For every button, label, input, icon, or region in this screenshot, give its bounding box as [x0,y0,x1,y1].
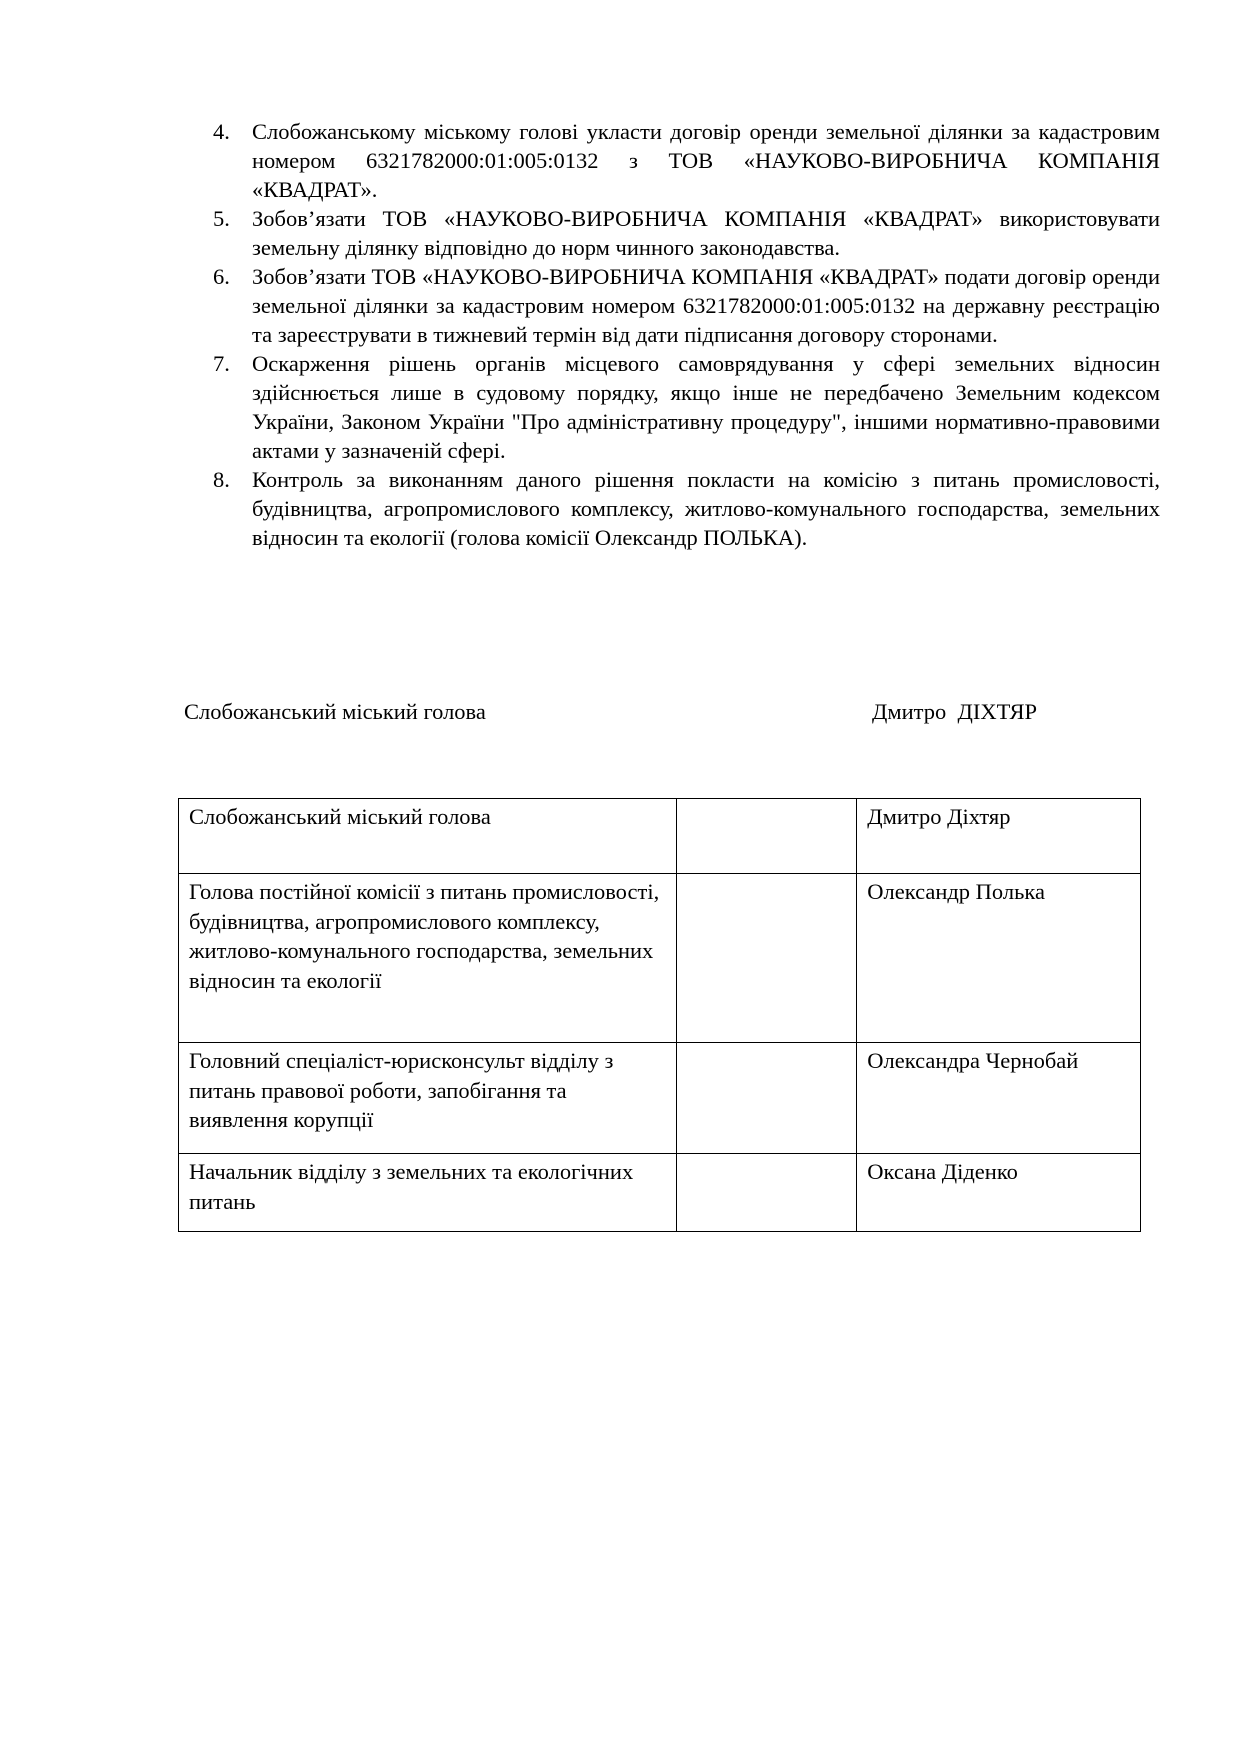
decision-item-5 [200,204,1160,262]
item-number: 5. [213,206,230,231]
decision-item-7 [200,349,1160,465]
signature-cell [676,799,857,874]
decision-items-list [200,117,1160,552]
signature-cell [676,1154,857,1232]
position-cell: Голова постійної комісії з питань промисловості, будівництва, агропромислового комплексу, житлово-комунального господарства, земельних відносин та екології [179,874,677,1043]
signature-cell [676,1043,857,1154]
signature-name: Дмитро ДІХТЯР [872,699,1037,724]
approval-table [178,798,1141,1232]
position-cell: Начальник відділу з земельних та екологічних питань [179,1154,677,1232]
item-number: 4. [213,119,230,144]
item-number: 6. [213,264,230,289]
item-number: 8. [213,467,230,492]
name-cell: Дмитро Діхтяр [857,799,1141,874]
decision-item-4 [200,117,1160,204]
position-cell: Слобожанський міський голова [179,799,677,874]
table-row [179,1043,1141,1154]
item-text: Контроль за виконанням даного рішення покласти на комісію з питань промисловості, будівництва, агропромислового комплексу, житлово-комунального господарства, земельних відносин та екології (голова комісії Олександр ПОЛЬКА). [252,467,1160,550]
position-cell: Головний спеціаліст-юрисконсульт відділу з питань правової роботи, запобігання та виявлення корупції [179,1043,677,1154]
item-number: 7. [213,351,230,376]
name-cell: Оксана Діденко [857,1154,1141,1232]
name-cell: Олександра Чернобай [857,1043,1141,1154]
item-text: Оскарження рішень органів місцевого самоврядування у сфері земельних відносин здійснюється лише в судовому порядку, якщо інше не передбачено Земельним кодексом України, Законом України "Про адміністративну процедуру", іншими нормативно-правовими актами у зазначеній сфері. [252,351,1160,463]
table-row [179,1154,1141,1232]
decision-item-6 [200,262,1160,349]
item-text: Зобов’язати ТОВ «НАУКОВО-ВИРОБНИЧА КОМПАНІЯ «КВАДРАТ» використовувати земельну ділянку відповідно до норм чинного законодавства. [252,206,1160,260]
item-text: Слобожанському міському голові укласти договір оренди земельної ділянки за кадастровим номером 6321782000:01:005:0132 з ТОВ «НАУКОВО-ВИРОБНИЧА КОМПАНІЯ «КВАДРАТ». [252,119,1160,202]
item-text: Зобов’язати ТОВ «НАУКОВО-ВИРОБНИЧА КОМПАНІЯ «КВАДРАТ» подати договір оренди земельної ділянки за кадастровим номером 6321782000:01:005:0132 на державну реєстрацію та зареєструвати в тижневий термін від дати підписання договору сторонами. [252,264,1160,347]
decision-item-8 [200,465,1160,552]
signature-title: Слобожанський міський голова [184,699,486,724]
signature-cell [676,874,857,1043]
table-row [179,799,1141,874]
name-cell: Олександр Полька [857,874,1141,1043]
table-row [179,874,1141,1043]
